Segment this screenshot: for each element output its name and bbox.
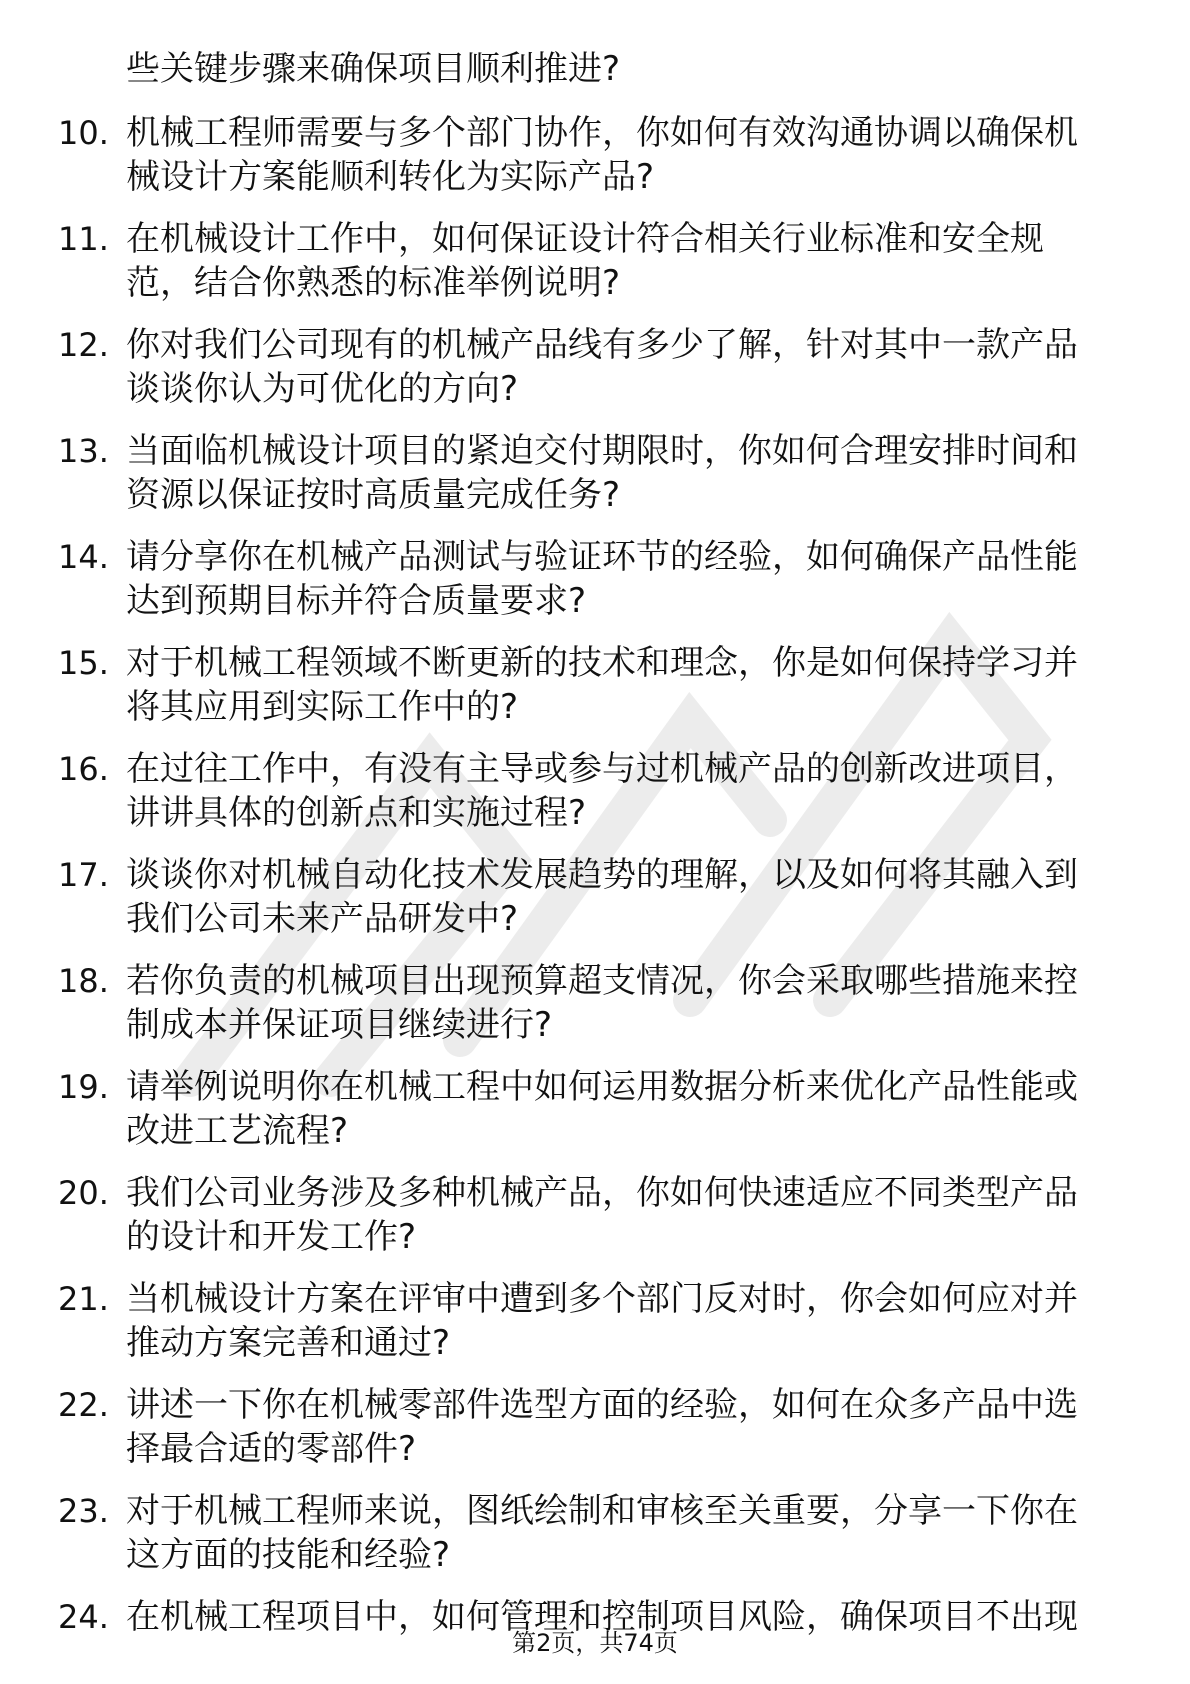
question-number: 19.	[58, 1068, 109, 1106]
question-number: 21.	[58, 1280, 109, 1318]
question-number: 24.	[58, 1598, 109, 1636]
question-number: 20.	[58, 1174, 109, 1212]
question-item	[0, 214, 1190, 314]
question-text-line: 谈谈你认为可优化的方向?	[126, 369, 519, 409]
question-number: 12.	[58, 326, 109, 364]
question-text-line: 请举例说明你在机械工程中如何运用数据分析来优化产品性能或	[126, 1067, 1078, 1107]
question-item	[0, 1062, 1190, 1162]
continued-question-text: 些关键步骤来确保项目顺利推进?	[126, 49, 621, 89]
question-item	[0, 1486, 1190, 1586]
question-text-line: 对于机械工程领域不断更新的技术和理念，你是如何保持学习并	[126, 643, 1078, 683]
question-item	[0, 850, 1190, 950]
question-number: 15.	[58, 644, 109, 682]
page-footer: 第2页，共74页	[512, 1629, 678, 1657]
question-text-line: 谈谈你对机械自动化技术发展趋势的理解，以及如何将其融入到	[126, 855, 1078, 895]
question-text-line: 在过往工作中，有没有主导或参与过机械产品的创新改进项目，	[126, 749, 1078, 789]
question-text-line: 改进工艺流程?	[126, 1111, 349, 1151]
question-text-line: 资源以保证按时高质量完成任务?	[126, 475, 621, 515]
question-item	[0, 1274, 1190, 1374]
question-text-line: 讲讲具体的创新点和实施过程?	[126, 793, 587, 833]
question-item	[0, 744, 1190, 844]
question-number: 22.	[58, 1386, 109, 1424]
question-number: 23.	[58, 1492, 109, 1530]
question-text-line: 推动方案完善和通过?	[126, 1323, 451, 1363]
question-number: 18.	[58, 962, 109, 1000]
question-item	[0, 426, 1190, 526]
question-number: 14.	[58, 538, 109, 576]
question-text-line: 择最合适的零部件?	[126, 1429, 417, 1469]
question-text-line: 的设计和开发工作?	[126, 1217, 417, 1257]
question-text-line: 讲述一下你在机械零部件选型方面的经验，如何在众多产品中选	[126, 1385, 1078, 1425]
question-number: 10.	[58, 114, 109, 152]
question-list	[0, 108, 1190, 1648]
question-text-line: 请分享你在机械产品测试与验证环节的经验，如何确保产品性能	[126, 537, 1078, 577]
question-number: 17.	[58, 856, 109, 894]
question-item	[0, 1380, 1190, 1480]
question-number: 11.	[58, 220, 109, 258]
question-text-line: 在机械工程项目中，如何管理和控制项目风险，确保项目不出现	[126, 1597, 1078, 1637]
question-item	[0, 320, 1190, 420]
question-number: 13.	[58, 432, 109, 470]
question-number: 16.	[58, 750, 109, 788]
question-text-line: 械设计方案能顺利转化为实际产品?	[126, 157, 655, 197]
question-text-line: 你对我们公司现有的机械产品线有多少了解，针对其中一款产品	[126, 325, 1078, 365]
question-text-line: 对于机械工程师来说，图纸绘制和审核至关重要，分享一下你在	[126, 1491, 1078, 1531]
question-text-line: 我们公司未来产品研发中?	[126, 899, 519, 939]
question-text-line: 当机械设计方案在评审中遭到多个部门反对时，你会如何应对并	[126, 1279, 1078, 1319]
question-text-line: 在机械设计工作中，如何保证设计符合相关行业标准和安全规	[126, 219, 1044, 259]
question-text-line: 这方面的技能和经验?	[126, 1535, 451, 1575]
question-item	[0, 956, 1190, 1056]
question-item	[0, 638, 1190, 738]
question-text-line: 制成本并保证项目继续进行?	[126, 1005, 553, 1045]
question-text-line: 范，结合你熟悉的标准举例说明?	[126, 263, 621, 303]
question-item	[0, 532, 1190, 632]
question-item	[0, 108, 1190, 208]
question-text-line: 我们公司业务涉及多种机械产品，你如何快速适应不同类型产品	[126, 1173, 1078, 1213]
question-item	[0, 1168, 1190, 1268]
question-text-line: 若你负责的机械项目出现预算超支情况，你会采取哪些措施来控	[126, 961, 1078, 1001]
question-text-line: 当面临机械设计项目的紧迫交付期限时，你如何合理安排时间和	[126, 431, 1078, 471]
question-text-line: 达到预期目标并符合质量要求?	[126, 581, 587, 621]
question-text-line: 将其应用到实际工作中的?	[126, 687, 519, 727]
question-text-line: 机械工程师需要与多个部门协作，你如何有效沟通协调以确保机	[126, 113, 1078, 153]
